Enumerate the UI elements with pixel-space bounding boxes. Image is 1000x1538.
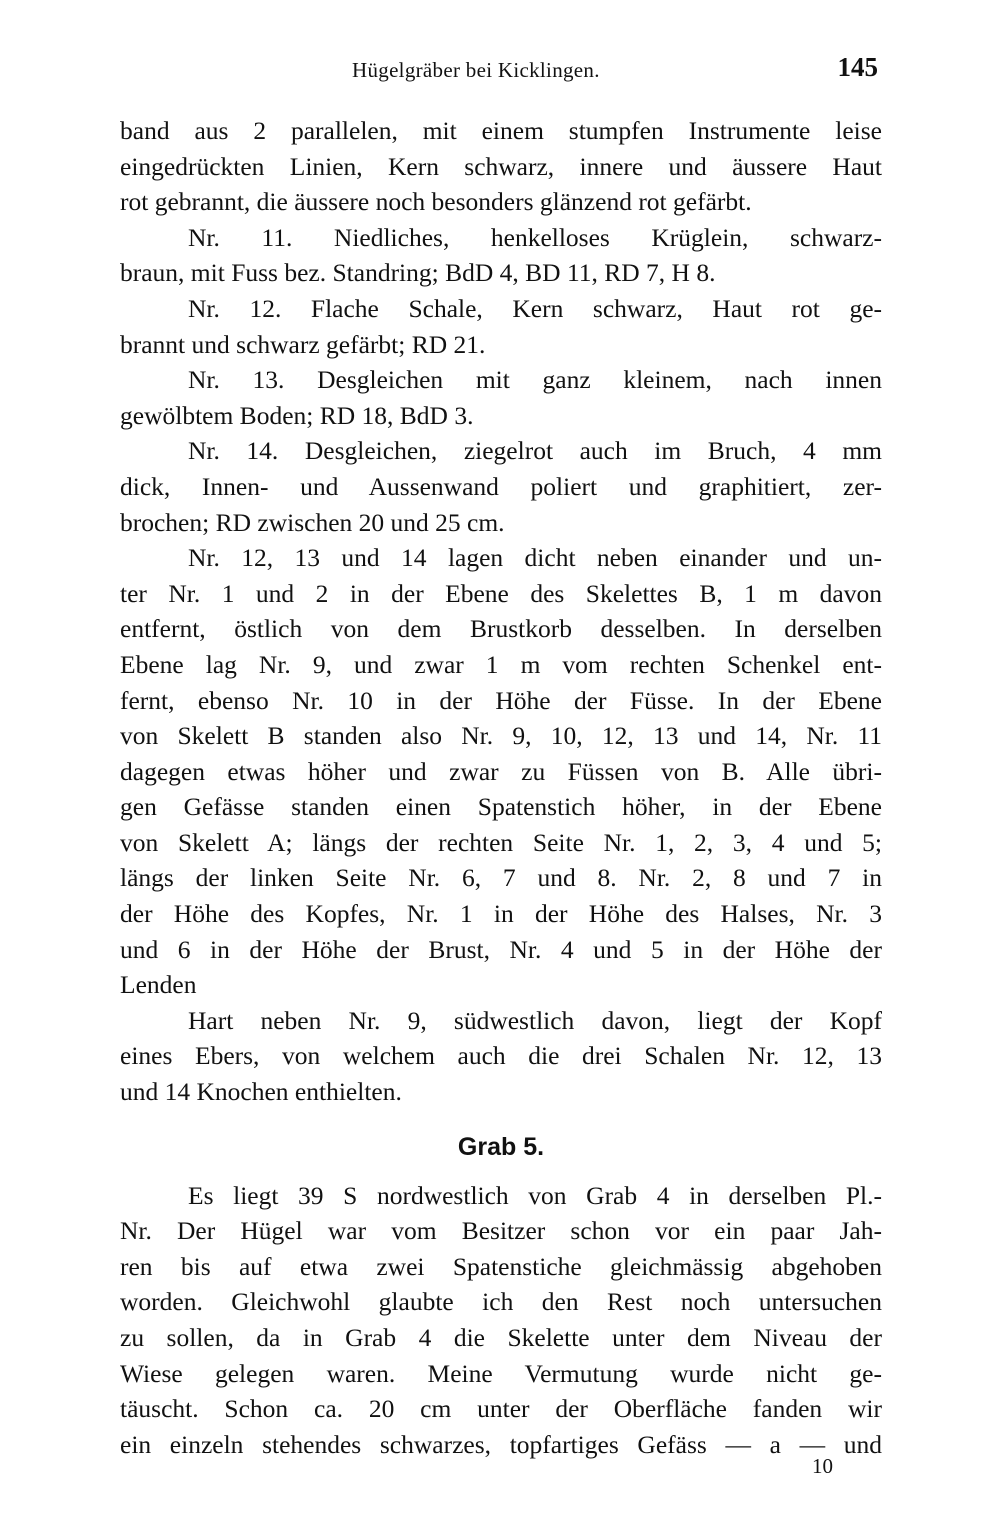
text-line: Es liegt 39 S nordwestlich von Grab 4 in derselben Pl.- — [188, 1180, 882, 1210]
text-line: dagegen etwas höher und zwar zu Füssen von B. Alle übri- — [120, 756, 882, 786]
text-line: zu sollen, da in Grab 4 die Skelette unter dem Niveau der — [120, 1323, 882, 1352]
text-line: und 6 in der Höhe der Brust, Nr. 4 und 5 in der Höhe der — [120, 934, 882, 964]
text-line: von Skelett A; längs der rechten Seite Nr. 1, 2, 3, 4 und 5; — [120, 827, 882, 857]
section-heading: Grab 5. — [457, 1132, 545, 1161]
text-line: braun, mit Fuss bez. Standring; BdD 4, BD 11, RD 7, H 8. — [120, 258, 716, 288]
text-line: Nr. 12. Flache Schale, Kern schwarz, Haut rot ge- — [188, 293, 882, 323]
text-line: brannt und schwarz gefärbt; RD 21. — [120, 329, 486, 359]
text-line: dick, Innen- und Aussenwand poliert und graphitiert, zer- — [120, 471, 882, 501]
text-line: eingedrückten Linien, Kern schwarz, innere und äussere Haut — [120, 151, 882, 181]
text-line: Nr. 13. Desgleichen mit ganz kleinem, nach innen — [188, 365, 882, 395]
text-line: worden. Gleichwohl glaubte ich den Rest noch untersuchen — [120, 1287, 882, 1317]
text-line: fernt, ebenso Nr. 10 in der Höhe der Füsse. In der Ebene — [120, 685, 882, 715]
text-line: rot gebrannt, die äussere noch besonders glänzend rot gefärbt. — [120, 187, 752, 217]
paragraphs-grab-5 — [120, 1178, 882, 1463]
text-line: Wiese gelegen waren. Meine Vermutung wurde nicht ge- — [120, 1358, 882, 1388]
text-line: längs der linken Seite Nr. 6, 7 und 8. Nr. 2, 8 und 7 in — [120, 863, 882, 893]
body-text — [120, 113, 882, 1462]
text-line: eines Ebers, von welchem auch die drei Schalen Nr. 12, 13 — [120, 1041, 882, 1071]
page-header — [120, 52, 880, 92]
text-line: band aus 2 parallelen, mit einem stumpfen Instrumente leise — [120, 116, 882, 145]
text-line: Nr. 14. Desgleichen, ziegelrot auch im Bruch, 4 mm — [188, 436, 882, 466]
text-line: Lenden — [120, 970, 197, 1000]
text-line: von Skelett B standen also Nr. 9, 10, 12, 13 und 14, Nr. 11 — [120, 721, 882, 751]
text-line: Nr. 12, 13 und 14 lagen dicht neben einander und un- — [188, 543, 882, 573]
text-line: Hart neben Nr. 9, südwestlich davon, liegt der Kopf — [188, 1005, 882, 1035]
text-line: ter Nr. 1 und 2 in der Ebene des Skelettes B, 1 m davon — [120, 578, 882, 608]
text-line: gen Gefässe standen einen Spatenstich höher, in der Ebene — [120, 792, 882, 822]
text-line: brochen; RD zwischen 20 und 25 cm. — [120, 507, 505, 537]
text-line: ren bis auf etwa zwei Spatenstiche gleichmässig abgehoben — [120, 1251, 882, 1281]
text-line: ein einzeln stehendes schwarzes, topfartiges Gefäss — a — und — [120, 1429, 882, 1459]
text-line: entfernt, östlich von dem Brustkorb desselben. In derselben — [120, 614, 882, 644]
page-number: 145 — [837, 52, 878, 82]
text-line: und 14 Knochen enthielten. — [120, 1077, 402, 1107]
text-line: Ebene lag Nr. 9, und zwar 1 m vom rechten Schenkel ent- — [120, 649, 882, 679]
running-title: Hügelgräber bei Kicklingen. — [352, 58, 600, 82]
paragraphs-grab-4 — [120, 113, 882, 1110]
text-line: gewölbtem Boden; RD 18, BdD 3. — [120, 400, 474, 430]
text-line: Nr. Der Hügel war vom Besitzer schon vor ein paar Jah- — [120, 1216, 882, 1246]
text-line: der Höhe des Kopfes, Nr. 1 in der Höhe des Halses, Nr. 3 — [120, 899, 882, 929]
signature-mark: 10 — [812, 1454, 833, 1478]
text-line: Nr. 11. Niedliches, henkelloses Krüglein, schwarz- — [188, 222, 882, 252]
text-line: täuscht. Schon ca. 20 cm unter der Oberfläche fanden wir — [120, 1394, 882, 1424]
